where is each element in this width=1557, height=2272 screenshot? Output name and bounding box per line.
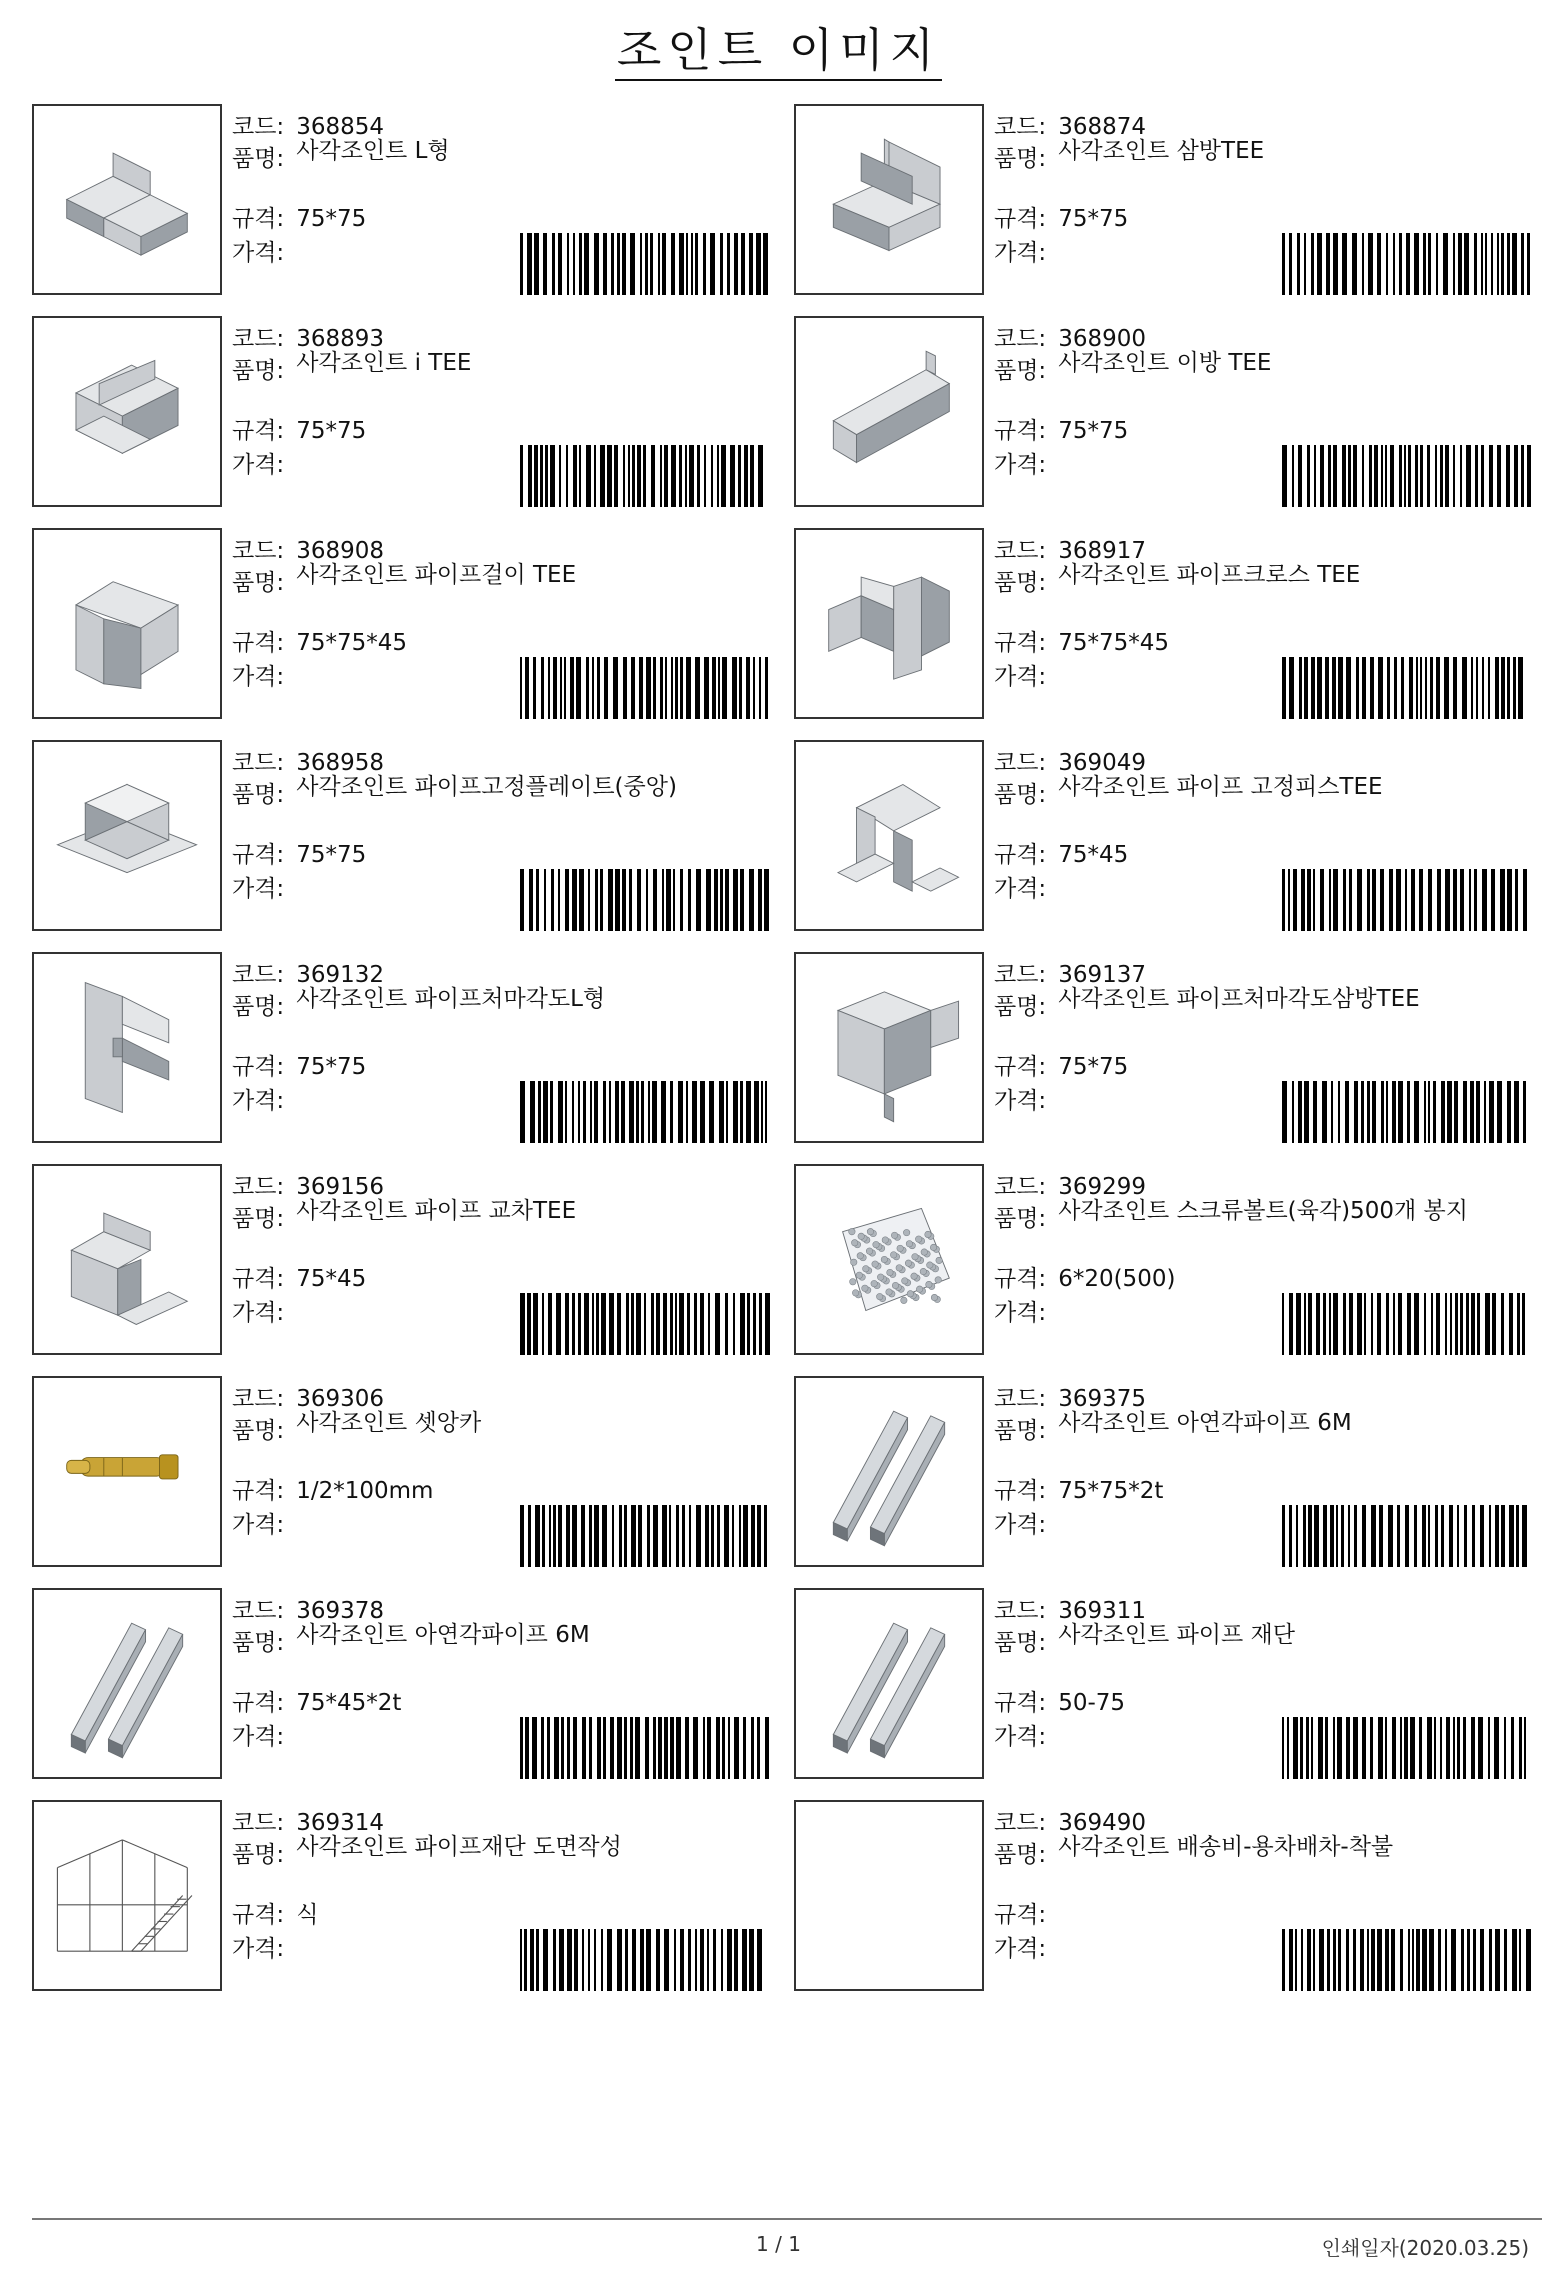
footer-divider [32, 2218, 1542, 2220]
eave-3way-icon [806, 964, 972, 1131]
name-row [994, 352, 1508, 385]
name-value: 사각조인트 L형 [296, 138, 450, 164]
code-label: 코드: [232, 750, 285, 776]
name-label: 품명: [232, 570, 285, 596]
product-info [232, 316, 772, 507]
code-label: 코드: [994, 1174, 1047, 1200]
price-label: 가격: [994, 1936, 1047, 1962]
price-label: 가격: [994, 452, 1047, 478]
code-row [232, 744, 384, 777]
name-value: 사각조인트 파이프재단 도면작성 [296, 1834, 622, 1860]
name-row [232, 776, 746, 809]
name-row [232, 1200, 746, 1233]
name-value: 사각조인트 아연각파이프 6M [1058, 1410, 1352, 1436]
price-row [232, 658, 296, 691]
name-label: 품명: [232, 1418, 285, 1444]
name-row [232, 352, 746, 385]
product-image [794, 316, 984, 507]
product-image [794, 528, 984, 719]
spec-label: 규격: [232, 1478, 285, 1504]
spec-label: 규격: [232, 1054, 285, 1080]
code-label: 코드: [232, 114, 285, 140]
barcode [520, 1293, 770, 1355]
product-info [994, 1376, 1534, 1567]
name-value: 사각조인트 파이프 고정피스TEE [1058, 774, 1383, 800]
spec-row [232, 624, 407, 657]
product-card [32, 1800, 772, 1991]
code-value: 368908 [296, 538, 384, 564]
product-info [994, 104, 1534, 295]
empty-image-icon [806, 1812, 972, 1979]
product-image [794, 1164, 984, 1355]
product-image [32, 1376, 222, 1567]
product-info [232, 952, 772, 1143]
product-image [794, 1588, 984, 1779]
code-value: 369137 [1058, 962, 1146, 988]
code-label: 코드: [232, 1810, 285, 1836]
name-row [232, 1836, 746, 1869]
product-image [32, 952, 222, 1143]
name-row [232, 564, 746, 597]
price-label: 가격: [994, 1724, 1047, 1750]
spec-row [232, 836, 366, 869]
name-value: 사각조인트 셋앙카 [296, 1410, 482, 1436]
price-row [232, 1718, 296, 1751]
spec-value: 75*75 [296, 1054, 367, 1080]
product-info [232, 1376, 772, 1567]
barcode [520, 445, 770, 507]
code-value: 368958 [296, 750, 384, 776]
product-card [794, 528, 1534, 719]
name-row [994, 776, 1508, 809]
product-info [994, 316, 1534, 507]
barcode [520, 1081, 770, 1143]
spec-row [994, 1896, 1058, 1929]
name-row [232, 140, 746, 173]
spec-row [232, 1684, 401, 1717]
product-image [794, 104, 984, 295]
name-label: 품명: [232, 358, 285, 384]
spec-label: 규격: [994, 1054, 1047, 1080]
spec-value: 75*75 [1058, 1054, 1129, 1080]
structure-drawing-icon [44, 1812, 210, 1979]
code-label: 코드: [232, 1598, 285, 1624]
barcode [1282, 1505, 1532, 1567]
code-row [994, 1380, 1146, 1413]
joint-3way-icon [806, 116, 972, 283]
price-row [232, 1294, 296, 1327]
product-card [32, 104, 772, 295]
price-row [994, 870, 1058, 903]
barcode [1282, 1717, 1532, 1779]
spec-row [994, 1260, 1175, 1293]
spec-label: 규격: [232, 630, 285, 656]
spec-row [994, 1472, 1163, 1505]
price-label: 가격: [994, 1300, 1047, 1326]
code-row [232, 1592, 384, 1625]
code-label: 코드: [994, 326, 1047, 352]
code-value: 369378 [296, 1598, 384, 1624]
spec-row [994, 1048, 1128, 1081]
price-row [232, 1082, 296, 1115]
code-row [994, 320, 1146, 353]
product-info [232, 1164, 772, 1355]
price-row [994, 1294, 1058, 1327]
name-value: 사각조인트 i TEE [296, 350, 472, 376]
spec-value: 75*45*2t [296, 1690, 402, 1716]
spec-label: 규격: [994, 630, 1047, 656]
code-value: 369156 [296, 1174, 384, 1200]
barcode [1282, 1293, 1532, 1355]
name-row [994, 1836, 1508, 1869]
code-row [994, 1804, 1146, 1837]
name-value: 사각조인트 파이프고정플레이트(중앙) [296, 774, 677, 800]
name-label: 품명: [994, 1206, 1047, 1232]
price-row [994, 658, 1058, 691]
spec-value: 6*20(500) [1058, 1266, 1176, 1292]
spec-value: 75*75 [1058, 206, 1129, 232]
barcode [520, 233, 770, 295]
name-value: 사각조인트 파이프처마각도L형 [296, 986, 606, 1012]
pipe-hanger-icon [44, 540, 210, 707]
name-label: 품명: [994, 1418, 1047, 1444]
code-label: 코드: [994, 1810, 1047, 1836]
spec-value: 1/2*100mm [296, 1478, 434, 1504]
spec-row [994, 624, 1169, 657]
product-info [232, 1800, 772, 1991]
product-image [32, 1588, 222, 1779]
barcode [520, 1929, 770, 1991]
product-info [232, 1588, 772, 1779]
product-info [994, 1800, 1534, 1991]
spec-value: 75*75*45 [296, 630, 407, 656]
joint-i-tee-icon [44, 328, 210, 495]
code-value: 369314 [296, 1810, 384, 1836]
name-row [232, 1624, 746, 1657]
spec-label: 규격: [232, 206, 285, 232]
code-label: 코드: [232, 1174, 285, 1200]
name-value: 사각조인트 파이프처마각도삼방TEE [1058, 986, 1420, 1012]
price-row [232, 1506, 296, 1539]
spec-label: 규격: [232, 1902, 285, 1928]
spec-value: 식 [296, 1902, 319, 1928]
name-label: 품명: [232, 146, 285, 172]
barcode [520, 657, 770, 719]
spec-value: 75*45 [296, 1266, 367, 1292]
spec-value: 75*75*2t [1058, 1478, 1164, 1504]
code-label: 코드: [994, 962, 1047, 988]
price-label: 가격: [232, 1088, 285, 1114]
name-label: 품명: [994, 358, 1047, 384]
screw-bag-icon [806, 1176, 972, 1343]
product-card [32, 528, 772, 719]
product-image [794, 740, 984, 931]
product-info [994, 1588, 1534, 1779]
name-label: 품명: [232, 1206, 285, 1232]
spec-value: 75*75 [296, 418, 367, 444]
spec-label: 규격: [994, 1266, 1047, 1292]
price-label: 가격: [994, 1088, 1047, 1114]
spec-label: 규격: [994, 206, 1047, 232]
base-plate-icon [44, 752, 210, 919]
code-row [232, 532, 384, 565]
price-label: 가격: [994, 1512, 1047, 1538]
code-label: 코드: [994, 114, 1047, 140]
name-row [994, 1200, 1508, 1233]
barcode [1282, 657, 1532, 719]
product-info [994, 952, 1534, 1143]
product-image [32, 104, 222, 295]
spec-value: 75*75 [296, 206, 367, 232]
name-row [994, 140, 1508, 173]
price-label: 가격: [232, 452, 285, 478]
spec-row [232, 412, 366, 445]
name-row [994, 564, 1508, 597]
spec-row [232, 1260, 366, 1293]
product-image [794, 1376, 984, 1567]
product-info [994, 740, 1534, 931]
spec-value: 75*45 [1058, 842, 1129, 868]
spec-label: 규격: [994, 1690, 1047, 1716]
price-row [232, 870, 296, 903]
spec-label: 규격: [232, 1690, 285, 1716]
spec-label: 규격: [232, 842, 285, 868]
page-title: 조인트 이미지 [0, 14, 1557, 80]
price-label: 가격: [232, 876, 285, 902]
spec-label: 규격: [232, 1266, 285, 1292]
price-label: 가격: [232, 240, 285, 266]
name-label: 품명: [994, 782, 1047, 808]
code-value: 369311 [1058, 1598, 1146, 1624]
code-value: 369299 [1058, 1174, 1146, 1200]
code-row [994, 108, 1146, 141]
barcode [520, 869, 770, 931]
spec-value: 50-75 [1058, 1690, 1126, 1716]
name-row [994, 1624, 1508, 1657]
code-row [994, 956, 1146, 989]
code-value: 368917 [1058, 538, 1146, 564]
price-row [232, 1930, 296, 1963]
spec-value: 75*75 [1058, 418, 1129, 444]
cross-tee-icon [44, 1176, 210, 1343]
name-value: 사각조인트 파이프 재단 [1058, 1622, 1295, 1648]
anchor-bolt-icon [44, 1388, 210, 1555]
print-date: 인쇄일자(2020.03.25) [1321, 2236, 1529, 2260]
name-value: 사각조인트 이방 TEE [1058, 350, 1272, 376]
product-card [32, 1164, 772, 1355]
eave-l-icon [44, 964, 210, 1131]
spec-row [232, 1896, 318, 1929]
product-card [32, 740, 772, 931]
spec-label: 규격: [994, 418, 1047, 444]
joint-2way-icon [806, 328, 972, 495]
code-label: 코드: [994, 538, 1047, 564]
spec-row [232, 200, 366, 233]
product-image [32, 1800, 222, 1991]
name-label: 품명: [232, 782, 285, 808]
barcode [520, 1717, 770, 1779]
price-label: 가격: [994, 876, 1047, 902]
product-info [232, 104, 772, 295]
price-row [994, 1506, 1058, 1539]
name-label: 품명: [994, 146, 1047, 172]
spec-row [232, 1048, 366, 1081]
spec-label: 규격: [994, 1478, 1047, 1504]
code-label: 코드: [232, 538, 285, 564]
square-pipe-icon [806, 1600, 972, 1767]
name-label: 품명: [994, 1630, 1047, 1656]
code-label: 코드: [994, 1386, 1047, 1412]
product-card [794, 1164, 1534, 1355]
product-card [32, 1376, 772, 1567]
spec-label: 규격: [994, 1902, 1047, 1928]
price-row [994, 1718, 1058, 1751]
joint-l-icon [44, 116, 210, 283]
code-label: 코드: [232, 1386, 285, 1412]
code-row [232, 956, 384, 989]
product-image [794, 952, 984, 1143]
product-card [32, 952, 772, 1143]
price-label: 가격: [232, 1724, 285, 1750]
spec-label: 규격: [994, 842, 1047, 868]
code-value: 369490 [1058, 1810, 1146, 1836]
price-label: 가격: [232, 1512, 285, 1538]
price-label: 가격: [994, 664, 1047, 690]
code-value: 369306 [296, 1386, 384, 1412]
code-label: 코드: [994, 1598, 1047, 1624]
product-info [994, 528, 1534, 719]
price-row [994, 1082, 1058, 1115]
spec-label: 규격: [232, 418, 285, 444]
product-info [232, 740, 772, 931]
name-row [994, 1412, 1508, 1445]
code-value: 369049 [1058, 750, 1146, 776]
spec-row [994, 412, 1128, 445]
product-card [794, 1800, 1534, 1991]
name-value: 사각조인트 아연각파이프 6M [296, 1622, 590, 1648]
code-row [232, 108, 384, 141]
barcode [1282, 445, 1532, 507]
product-image [32, 528, 222, 719]
name-row [232, 1412, 746, 1445]
spec-row [994, 836, 1128, 869]
name-label: 품명: [994, 570, 1047, 596]
price-label: 가격: [232, 664, 285, 690]
code-row [232, 1168, 384, 1201]
product-image [32, 1164, 222, 1355]
name-label: 품명: [232, 1842, 285, 1868]
product-card [794, 1376, 1534, 1567]
product-card [32, 316, 772, 507]
code-value: 369375 [1058, 1386, 1146, 1412]
product-card [794, 104, 1534, 295]
code-value: 368854 [296, 114, 384, 140]
price-row [232, 446, 296, 479]
code-row [994, 532, 1146, 565]
barcode [1282, 869, 1532, 931]
code-value: 369132 [296, 962, 384, 988]
price-row [232, 234, 296, 267]
code-label: 코드: [232, 326, 285, 352]
name-label: 품명: [994, 994, 1047, 1020]
spec-value: 75*75*45 [1058, 630, 1169, 656]
square-pipe-icon [806, 1388, 972, 1555]
code-row [232, 1380, 384, 1413]
code-row [994, 1168, 1146, 1201]
barcode [1282, 1929, 1532, 1991]
code-value: 368893 [296, 326, 384, 352]
code-row [232, 1804, 384, 1837]
page-number: 1 / 1 [756, 2232, 801, 2256]
code-row [232, 320, 384, 353]
name-row [994, 988, 1508, 1021]
price-label: 가격: [232, 1936, 285, 1962]
name-value: 사각조인트 스크류볼트(육각)500개 봉지 [1058, 1198, 1468, 1224]
price-label: 가격: [994, 240, 1047, 266]
square-pipe-icon [44, 1600, 210, 1767]
code-row [994, 744, 1146, 777]
product-card [794, 316, 1534, 507]
name-label: 품명: [994, 1842, 1047, 1868]
spec-value: 75*75 [296, 842, 367, 868]
price-row [994, 234, 1058, 267]
price-label: 가격: [232, 1300, 285, 1326]
product-card [32, 1588, 772, 1779]
code-row [994, 1592, 1146, 1625]
product-card [794, 740, 1534, 931]
spec-row [994, 200, 1128, 233]
name-label: 품명: [232, 994, 285, 1020]
barcode [1282, 1081, 1532, 1143]
product-info [994, 1164, 1534, 1355]
product-image [32, 740, 222, 931]
code-value: 368874 [1058, 114, 1146, 140]
product-card [794, 952, 1534, 1143]
product-image [32, 316, 222, 507]
barcode [520, 1505, 770, 1567]
name-value: 사각조인트 파이프 교차TEE [296, 1198, 577, 1224]
name-value: 사각조인트 파이프걸이 TEE [296, 562, 577, 588]
name-row [232, 988, 746, 1021]
spec-row [994, 1684, 1125, 1717]
product-image [794, 1800, 984, 1991]
code-label: 코드: [232, 962, 285, 988]
name-value: 사각조인트 삼방TEE [1058, 138, 1265, 164]
name-value: 사각조인트 파이프크로스 TEE [1058, 562, 1361, 588]
fixing-bracket-icon [806, 752, 972, 919]
name-label: 품명: [232, 1630, 285, 1656]
name-value: 사각조인트 배송비-용차배차-착불 [1058, 1834, 1394, 1860]
pipe-cross-icon [806, 540, 972, 707]
price-row [994, 1930, 1058, 1963]
product-card [794, 1588, 1534, 1779]
code-label: 코드: [994, 750, 1047, 776]
barcode [1282, 233, 1532, 295]
price-row [994, 446, 1058, 479]
spec-row [232, 1472, 433, 1505]
product-info [232, 528, 772, 719]
code-value: 368900 [1058, 326, 1146, 352]
